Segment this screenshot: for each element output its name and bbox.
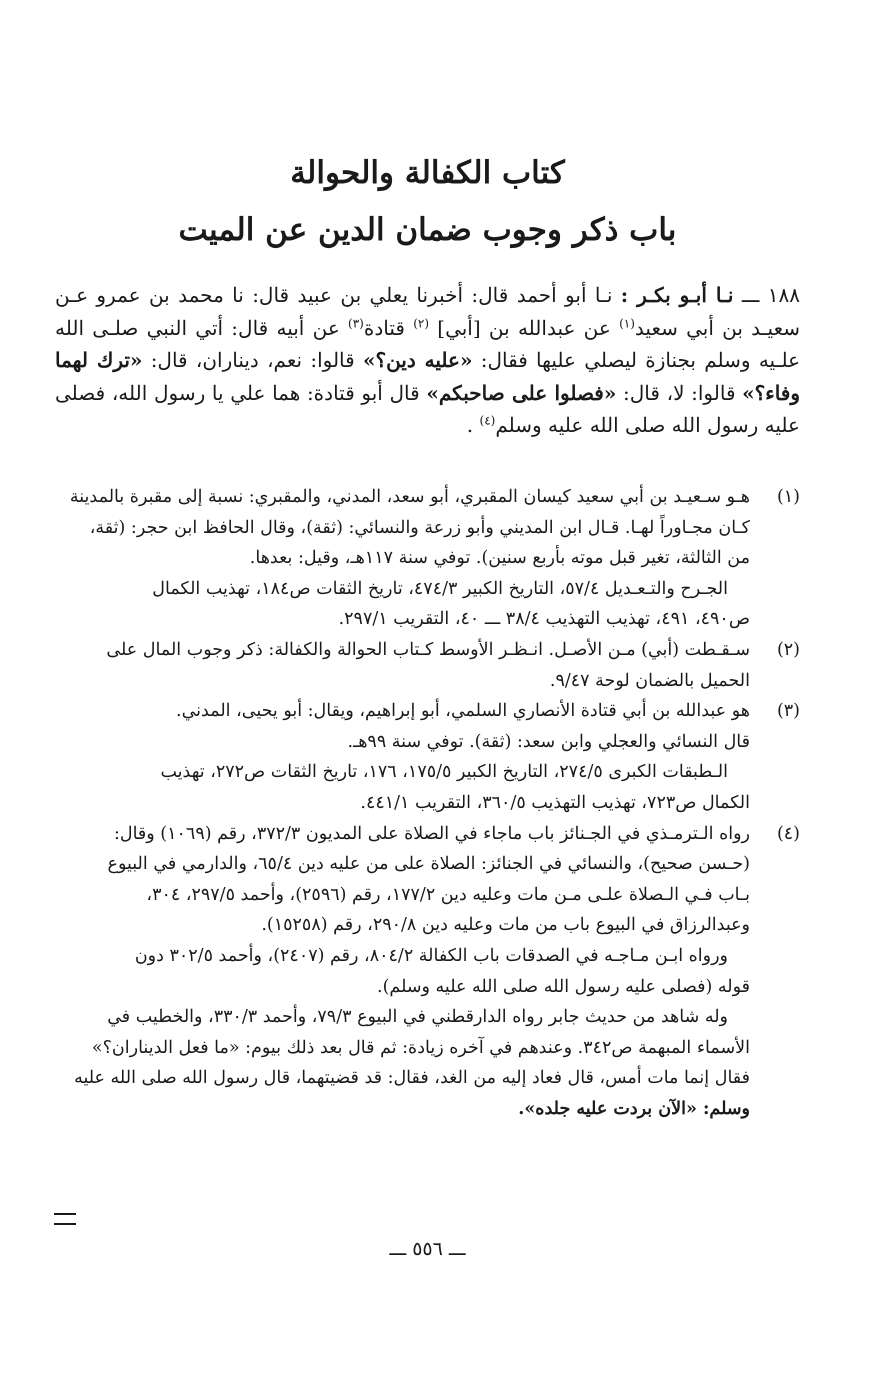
footnote-line: رواه الـترمـذي في الجـنائز باب ماجاء في الصلاة على المديون ٣٧٢/٣، رقم (١٠٦٩) وقال: xyxy=(113,823,750,844)
footnote-number: (٣) xyxy=(776,701,800,722)
footnote-ref[interactable]: (٤) xyxy=(479,413,496,428)
prophet-quote: «عليه دين؟» xyxy=(362,348,473,372)
footnote-line: هو عبدالله بن أبي قتادة الأنصاري السلمي، أبو إبراهيم، ويقال: أبو يحيى، المدني. xyxy=(176,701,750,722)
hadith-text-part: نـا أبو أحمد قال: أخبرنا يعلي بن عبيد قال: نا محمد بن عمرو عـن سعيـد بن أبي سعيد xyxy=(55,283,800,340)
footnote-line: (حـسن صحيح)، والنسائي في الجنائز: الصلاة على من عليه دين ٦٥/٤، والدارمي في البيوع xyxy=(107,854,750,875)
footnote-2 xyxy=(55,635,800,696)
footnote-ref[interactable]: (١) xyxy=(619,315,635,330)
hadith-text-part: عن أبيه قال: أتي النبي صلـى الله علـيه وسلم بجنازة ليصلي عليها فقال: xyxy=(55,315,800,372)
hadith-text-part: عن عبدالله بن [أبي] xyxy=(437,315,611,340)
footnote-line: وسلم: «الآن بردت عليه جلده». xyxy=(518,1098,750,1119)
footnote-line: ص٤٩٠، ٤٩١، تهذيب التهذيب ٣٨/٤ ـــ ٤٠، التقريب ٢٩٧/١. xyxy=(338,609,750,630)
footnote-ref[interactable]: (٣) xyxy=(348,315,364,330)
footnote-line: سـقـطت (أبي) مـن الأصـل. انـظـر الأوسط كـتاب الحوالة والكفالة: ذكر وجوب المال على xyxy=(106,639,750,660)
footnote-number: (١) xyxy=(776,487,800,507)
footnote-line: قال النسائي والعجلي وابن سعد: (ثقة). توفي سنة ٩٩هـ. xyxy=(347,731,750,752)
footnote-line: الـطبقات الكبرى ٢٧٤/٥، التاريخ الكبير ١٧٥/٥، ١٧٦، تاريخ الثقات ص٢٧٢، تهذيب xyxy=(160,762,728,783)
footnote-3 xyxy=(55,696,800,818)
document-page xyxy=(55,0,800,1379)
hadith-text-part: قالوا: لا، قال: xyxy=(623,380,736,405)
footnote-line: ورواه ابـن مـاجـه في الصدقات باب الكفالة ٨٠٤/٢، رقم (٢٤٠٧)، وأحمد ٣٠٢/٥ دون xyxy=(134,945,728,966)
footnotes xyxy=(55,482,800,1124)
footnote-line: الكمال ص٧٢٣، تهذيب التهذيب ٣٦٠/٥، التقريب ٤٤١/١. xyxy=(360,792,750,813)
hadith-dash: ـــ xyxy=(741,283,760,307)
footnote-line: وعبدالرزاق في البيوع باب من مات وعليه دين ٢٩٠/٨، رقم (١٥٢٥٨). xyxy=(261,915,750,936)
prophet-quote: «فصلوا على صاحبكم» xyxy=(426,380,617,405)
footnote-line: الحميل بالضمان لوحة ٩/٤٧. xyxy=(549,670,750,691)
footnote-number: (٤) xyxy=(776,823,800,844)
footnote-line: هـو سـعيـد بن أبي سعيد كيسان المقبري، أبو سعد، المدني، والمقبري: نسبة إلى مقبرة بالمدينة xyxy=(69,487,750,507)
hadith-end: . xyxy=(466,413,474,437)
page-number: ـــ ٥٥٦ ـــ xyxy=(389,1238,466,1260)
footnote-4 xyxy=(55,819,800,1125)
footnote-line: فقال إنما مات أمس، قال فعاد إليه من الغد، فقال: قد قضيتهما، قال رسول الله صلى الله عليه xyxy=(74,1068,750,1089)
footnote-number: (٢) xyxy=(776,639,800,660)
footnote-line: بـاب فـي الـصلاة علـى مـن مات وعليه دين ١٧٧/٢، رقم (٢٥٩٦)، وأحمد ٢٩٧/٥، ٣٠٤، xyxy=(146,884,750,905)
hadith-text xyxy=(55,279,800,442)
footnote-line: الأسماء المبهمة ص٣٤٢. وعندهم في آخره زيادة: ثم قال بعد ذلك بيوم: «ما فعل الديناران؟» xyxy=(91,1037,750,1058)
footnote-line: من الثالثة، تغير قبل موته بأربع سنين). توفي سنة ١١٧هـ، وقيل: بعدها. xyxy=(249,548,750,569)
footnote-ref[interactable]: (٢) xyxy=(413,315,430,330)
chapter-title: باب ذكر وجوب ضمان الدين عن الميت xyxy=(178,212,677,248)
book-title: كتاب الكفالة والحوالة xyxy=(290,155,565,191)
hadith-text-part: قال أبو قتادة: هما علي يا رسول الله، فصلى عليه رسول الله صلى الله عليه وسلم xyxy=(55,380,800,437)
hadith-number: ١٨٨ xyxy=(767,283,800,307)
hadith-narrator: نـا أبـو بكـر : xyxy=(620,283,734,307)
hadith-text-part: قالوا: نعم، ديناران، قال: xyxy=(150,348,355,372)
footnote-line: قوله (فصلى عليه رسول الله صلى الله عليه وسلم). xyxy=(377,976,750,997)
footnote-line: وله شاهد من حديث جابر رواه الدارقطني في البيوع ٧٩/٣، وأحمد ٣٣٠/٣، والخطيب في xyxy=(107,1007,728,1028)
prophet-quote: «ترك لهما وفاء؟» xyxy=(55,348,801,405)
footnote-line: كـان مجـاوراً لهـا. قـال ابن المديني وأبو زرعة والنسائي: (ثقة)، وقال الحافظ ابن حجر: (ثقة، xyxy=(89,517,750,538)
end-of-notes-mark xyxy=(54,1213,76,1225)
footnote-1 xyxy=(55,482,800,635)
hadith-text-part: قتادة xyxy=(363,315,405,340)
footnote-line: الجـرح والتـعـديل ٥٧/٤، التاريخ الكبير ٤٧٤/٣، تاريخ الثقات ص١٨٤، تهذيب الكمال xyxy=(152,578,728,599)
